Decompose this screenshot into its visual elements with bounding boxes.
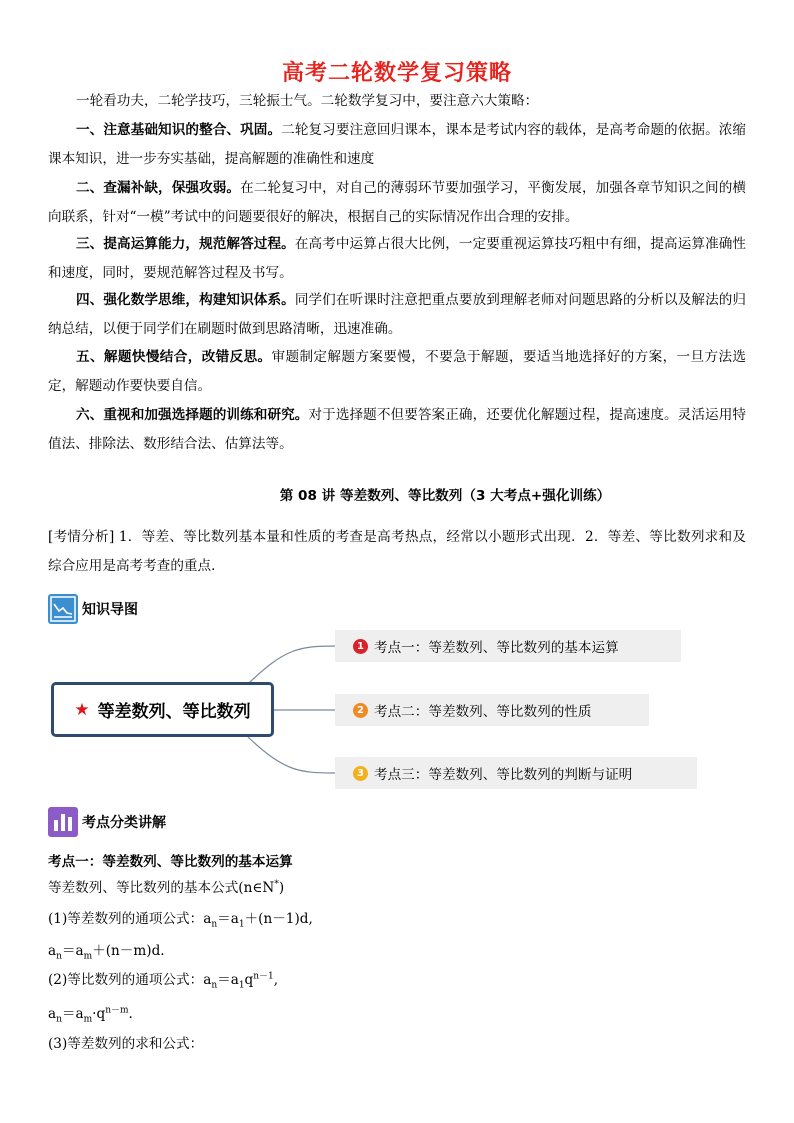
topic-section-label: 考点分类讲解 [82,815,166,831]
topic-section-heading [48,805,166,839]
mind-map-branch-2 [335,694,649,726]
branch-3-label: 考点三：等差数列、等比数列的判断与证明 [374,767,633,783]
strategy-1-head: 一、注意基础知识的整合、巩固。 [76,122,282,138]
analysis-paragraph: [考情分析] 1．等差、等比数列基本量和性质的考查是高考热点，经常以小题形式出现．2．等差、等比数列求和及综合应用是高考考查的重点． [48,529,746,574]
strategy-4-head: 四、强化数学思维，构建知识体系。 [76,292,295,308]
topic1-intro: 等差数列、等比数列的基本公式(n∈N*) [48,879,285,896]
lecture-title: 第 08 讲 等差数列、等比数列（3 大考点+强化训练） [279,488,611,504]
strategy-6-head: 六、重视和加强选择题的训练和研究。 [76,407,309,423]
strategy-3-head: 三、提高运算能力，规范解答过程。 [76,236,295,252]
branch-1-label: 考点一：等差数列、等比数列的基本运算 [374,640,619,656]
mind-map-branch-1 [335,630,681,662]
branch-2-label: 考点二：等差数列、等比数列的性质 [374,704,592,720]
strategy-1-body: 二轮复习要注意回归课本，课本是考试内容的载体，是高考命题的依据。浓缩课本知识，进一步夯实基础，提高解题的准确性和速度 [48,122,747,167]
topic1-line-1: (1)等差数列的通项公式：$a_n=a_1+(n-1)d$, [48,911,313,930]
bar-chart-icon [48,807,78,837]
strategy-5-head: 五、解题快慢结合，改错反思。 [76,349,272,365]
topic1-line-2: $a_n=a_m+(n-m)d$. [48,943,165,962]
mind-map-branch-3 [335,757,697,789]
intro-paragraph: 一轮看功夫，二轮学技巧，三轮振士气。二轮数学复习中，要注意六大策略： [76,93,539,109]
strategy-5-body: 审题制定解题方案要慢，不要急于解题，要适当地选择好的方案，一旦方法选定，解题动作要快要自信。 [48,349,747,394]
strategy-6-body: 对于选择题不但要答案正确，还要优化解题过程，提高速度。灵活运用特值法、排除法、数形结合法、估算法等。 [48,407,747,452]
page-title: 高考二轮数学复习策略 [281,61,512,86]
strategy-2-head: 二、查漏补缺，保强攻弱。 [76,180,241,196]
strategy-4-body: 同学们在听课时注意把重点要放到理解老师对问题思路的分析以及解法的归纳总结，以便于同学们在刷题时做到思路清晰，迅速准确。 [48,292,747,337]
mind-map-center-label: 等差数列、等比数列 [97,702,251,722]
topic1-line-3: (2)等比数列的通项公式：$a_n=a_1q^{n-1}$, [48,971,279,991]
branch-2-badge: 2 [353,703,368,718]
topic1-title: 考点一：等差数列、等比数列的基本运算 [48,854,293,870]
topic1-line-4: $a_n=a_m\cdot q^{n-m}$. [48,1005,133,1025]
branch-3-badge: 3 [353,766,368,781]
mind-map-center-node [51,682,274,737]
strategy-3-body: 在高考中运算占很大比例，一定要重视运算技巧粗中有细，提高运算准确性和速度，同时，要规范解答过程及书写。 [48,236,747,281]
star-icon: ★ [74,699,90,720]
strategy-2-body: 在二轮复习中，对自己的薄弱环节要加强学习，平衡发展，加强各章节知识之间的横向联系，针对“一模”考试中的问题要很好的解决，根据自己的实际情况作出合理的安排。 [48,180,747,225]
topic1-line-5: (3)等差数列的求和公式： [48,1036,204,1052]
knowledge-map-label: 知识导图 [82,602,138,618]
branch-1-badge: 1 [353,639,368,654]
